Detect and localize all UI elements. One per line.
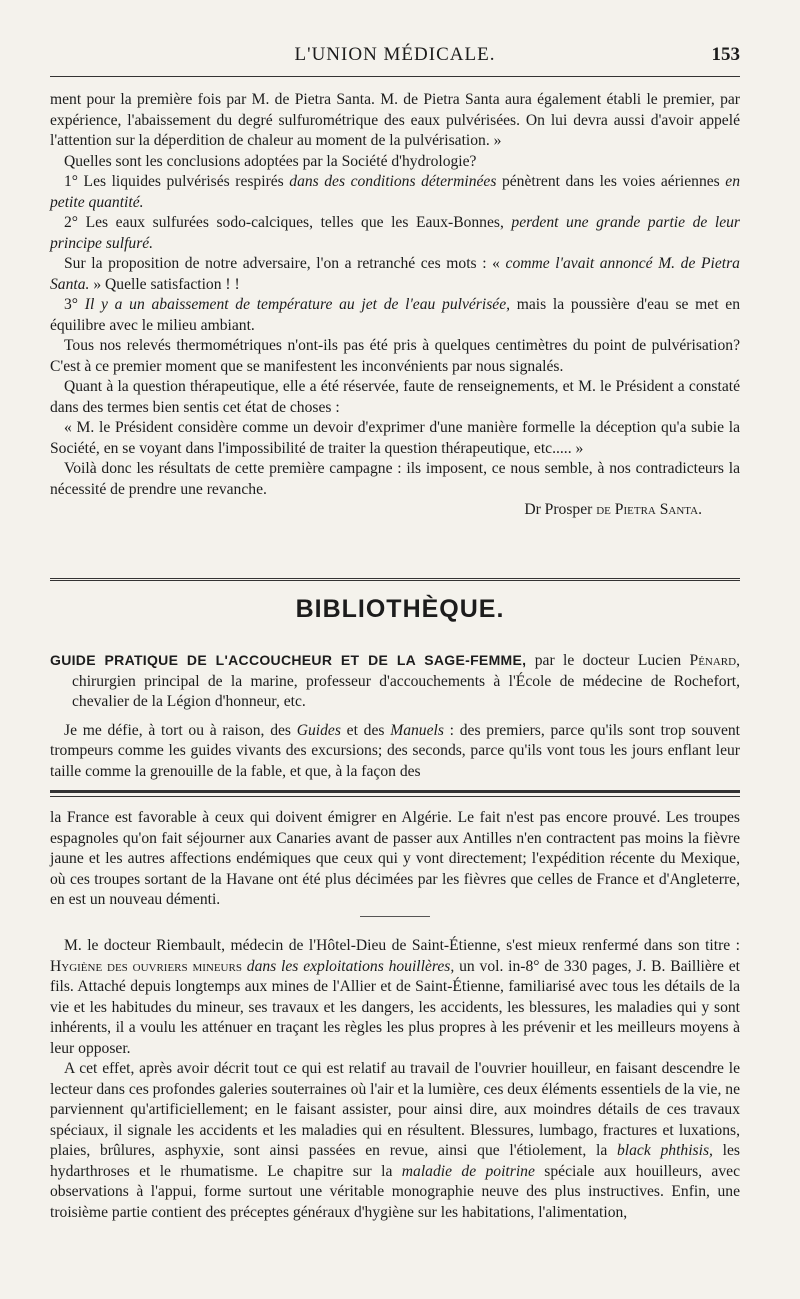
paragraph: ment pour la première fois par M. de Pietra Santa. M. de Pietra Santa aura également établi le premier, par expérience, l'abaissement du degré sulfurométrique des eaux pulvérisées. On lui devra aussi d'avoir appelé l'attention sur la déperdition de chaleur au moment de la pulvérisation. » — [50, 91, 740, 149]
paragraph: Voilà donc les résultats de cette première campagne : ils imposent, ce nous semble, à nos contradicteurs la nécessité de prendre une revanche. — [50, 460, 740, 498]
quotation: « M. le Président considère comme un devoir d'exprimer d'une manière formelle la déception qu'a subie la Société, en se voyant dans l'impossibilité de traiter la question thérapeutique, etc..... » — [50, 419, 740, 457]
paragraph: Sur la proposition de notre adversaire, l'on a retranché ces mots : « comme l'avait annoncé M. de Pietra Santa. » Quelle satisfaction ! ! — [50, 255, 740, 293]
paragraph: Quelles sont les conclusions adoptées par la Société d'hydrologie? — [64, 152, 477, 170]
book-title: GUIDE PRATIQUE DE L'ACCOUCHEUR ET DE LA SAGE-FEMME, — [50, 652, 527, 668]
conclusion-3: 3° Il y a un abaissement de température au jet de l'eau pulvérisée, mais la poussière d'eau se met en équilibre avec le milieu ambiant. — [50, 296, 741, 334]
short-rule — [360, 916, 430, 917]
article-continuation — [50, 90, 740, 521]
column-separator-rule — [50, 790, 740, 797]
page-number: 153 — [711, 44, 740, 65]
paragraph: la France est favorable à ceux qui doivent émigrer en Algérie. Le fait n'est pas encore prouvé. Les troupes espagnoles qu'on fait séjourner aux Canaries avant de passer aux Antilles n'en contractent pas moins la fièvre jaune et les autres affections endémiques que ceux qui y vont directement; l'expédition récente du Mexique, où ces troupes sortant de la Havane ont été plus décimées par les fièvres que celles de France et d'Angleterre, en est un nouveau démenti. — [50, 809, 740, 908]
hygiene-review — [50, 936, 740, 1223]
paragraph: A cet effet, après avoir décrit tout ce qui est relatif au travail de l'ouvrier houilleur, en faisant descendre le lecteur dans ces profondes galeries souterraines où l'air et la lumière, ces deux éléments essentiels de la vie, ne parviennent qu'artificiellement; en le faisant assister, pour ainsi dire, aux moindres détails de ces travaux spéciaux, il signale les accidents et les maladies qui en résultent. Blessures, lumbago, fractures et luxations, plaies, brûlures, asphyxie, sont ainsi passées en revue, ainsi que l'étiolement, la black phthisis, les hydarthroses et le rhumatisme. Le chapitre sur la maladie de poitrine spéciale aux houilleurs, avec observations à l'appui, forme surtout une véritable monographie neuve des plus instructives. Enfin, une troisième partie contient des préceptes généraux d'hygiène sur les habitations, l'alimentation, — [50, 1060, 740, 1221]
header-rule — [50, 76, 740, 77]
section-heading: BIBLIOTHÈQUE. — [295, 595, 505, 623]
section-rule — [50, 578, 740, 581]
signature: Dr Prosper de Pietra Santa. — [524, 501, 702, 518]
page-header — [50, 44, 740, 74]
paragraph: M. le docteur Riembault, médecin de l'Hôtel-Dieu de Saint-Étienne, s'est mieux renfermé dans son titre : Hygiène des ouvriers mineurs dans les exploitations houillères, un vol. in-8° de 330 pages, J. B. Baillière et fils. Attaché depuis longtemps aux mines de l'Allier et de Saint-Étienne, familiarisé avec tous les détails de la vie et les habitudes du mineur, ses travaux et les dangers, les accidents, les blessures, les maladies qui y sont inhérents, il a voulu les atténuer en traçant les règles les plus propres à les prévenir et les meilleurs moyens à leur opposer. — [50, 937, 740, 1057]
book-review — [50, 650, 740, 782]
running-title: L'UNION MÉDICALE. — [294, 44, 496, 65]
paragraph: Tous nos relevés thermométriques n'ont-ils pas été pris à quelques centimètres du point de pulvérisation? C'est à ce premier moment que se manifestent les inconvénients par nous signalés. — [50, 337, 740, 375]
paragraph: Quant à la question thérapeutique, elle a été réservée, faute de renseignements, et M. le Président a constaté dans des termes bien sentis cet état de choses : — [50, 378, 740, 416]
review-paragraph: Je me défie, à tort ou à raison, des Guides et des Manuels : des premiers, parce qu'ils sont trop souvent trompeurs comme les guides vivants des excursions; des seconds, parce qu'ils vont tous les jours enflant leur taille comme la grenouille de la fable, et que, à la façon des — [50, 721, 740, 780]
book-citation: GUIDE PRATIQUE DE L'ACCOUCHEUR ET DE LA SAGE-FEMME, par le docteur Lucien Pénard, chirurgien principal de la marine, professeur d'accouchements à l'École de médecine de Rochefort, chevalier de la Légion d'honneur, etc. — [50, 652, 740, 710]
lower-text — [50, 808, 740, 911]
conclusion-1: 1° Les liquides pulvérisés respirés dans des conditions déterminées pénètrent dans les voies aériennes en petite quantité. — [50, 173, 740, 211]
conclusion-2: 2° Les eaux sulfurées sodo-calciques, telles que les Eaux-Bonnes, perdent une grande partie de leur principe sulfuré. — [50, 214, 740, 252]
